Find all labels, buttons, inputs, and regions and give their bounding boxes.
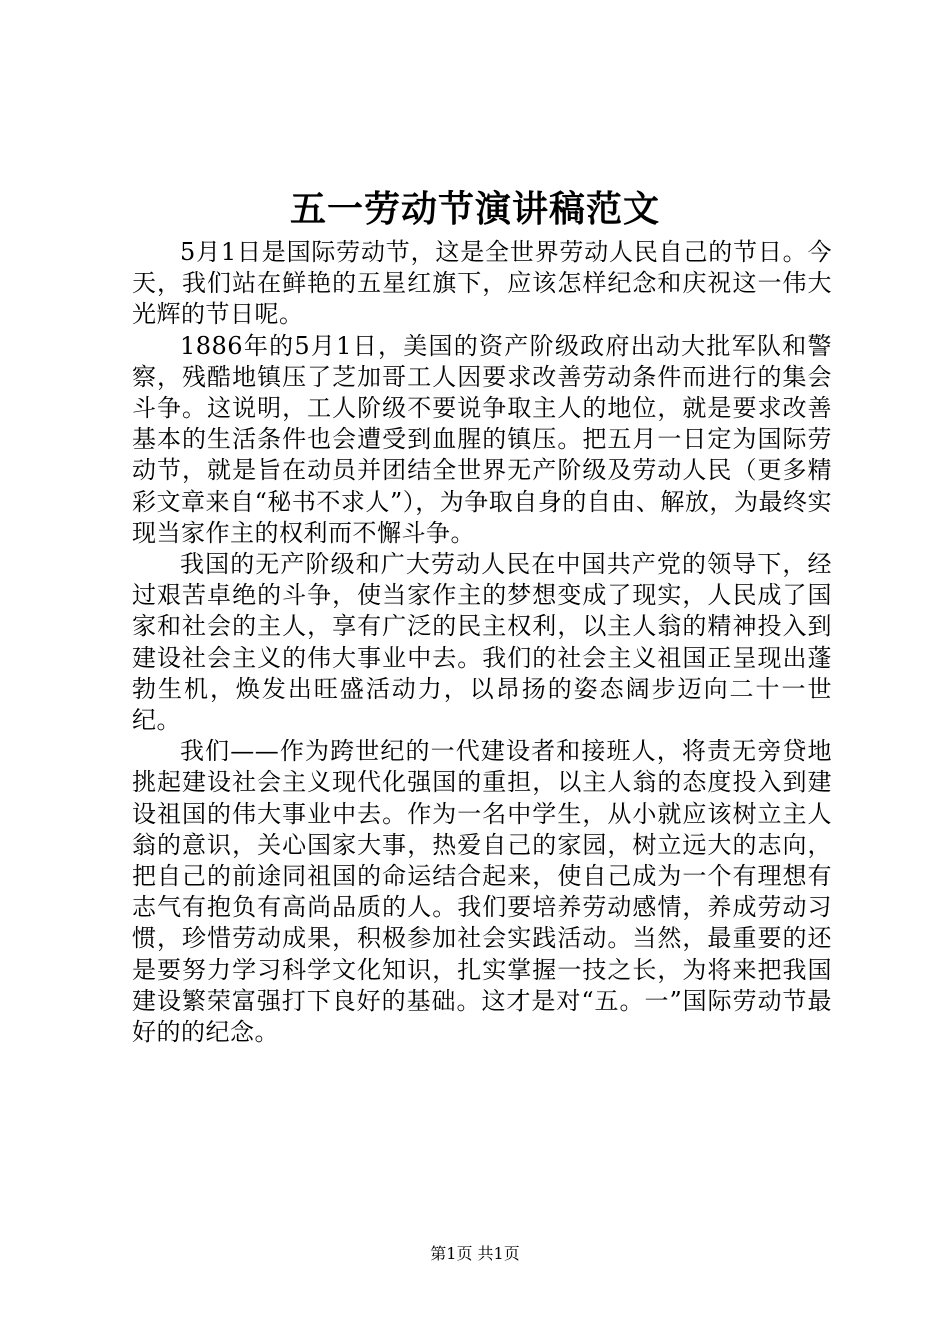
paragraph-1: 5月1日是国际劳动节，这是全世界劳动人民自己的节日。今天，我们站在鲜艳的五星红旗下，应该怎样纪念和庆祝这一伟大光辉的节日呢。: [132, 238, 832, 329]
document-title: 五一劳动节演讲稿范文: [289, 188, 660, 230]
page-footer: 第1页 共1页: [430, 1244, 520, 1263]
document-body: [132, 237, 832, 1048]
paragraph-4: 我们——作为跨世纪的一代建设者和接班人，将责无旁贷地挑起建设社会主义现代化强国的重担，以主人翁的态度投入到建设祖国的伟大事业中去。作为一名中学生，从小就应该树立主人翁的意识，关心国家大事，热爱自己的家园，树立远大的志向，把自己的前途同祖国的命运结合起来，使自己成为一个有理想有志气有抱负有高尚品质的人。我们要培养劳动感情，养成劳动习惯，珍惜劳动成果，积极参加社会实践活动。当然，最重要的还是要努力学习科学文化知识，扎实掌握一技之长，为将来把我国建设繁荣富强打下良好的基础。这才是对“五。一”国际劳动节最好的的纪念。: [132, 737, 832, 1047]
paragraph-3: 我国的无产阶级和广大劳动人民在中国共产党的领导下，经过艰苦卓绝的斗争，使当家作主的梦想变成了现实，人民成了国家和社会的主人，享有广泛的民主权利，以主人翁的精神投入到建设社会主义的伟大事业中去。我们的社会主义祖国正呈现出蓬勃生机，焕发出旺盛活动力，以昂扬的姿态阔步迈向二十一世纪。: [132, 550, 832, 735]
paragraph-2: 1886年的5月1日，美国的资产阶级政府出动大批军队和警察，残酷地镇压了芝加哥工人因要求改善劳动条件而进行的集会斗争。这说明，工人阶级不要说争取主人的地位，就是要求改善基本的生活条件也会遭受到血腥的镇压。把五月一日定为国际劳动节，就是旨在动员并团结全世界无产阶级及劳动人民（更多精彩文章来自“秘书不求人”），为争取自身的自由、解放，为最终实现当家作主的权利而不懈斗争。: [132, 331, 832, 547]
